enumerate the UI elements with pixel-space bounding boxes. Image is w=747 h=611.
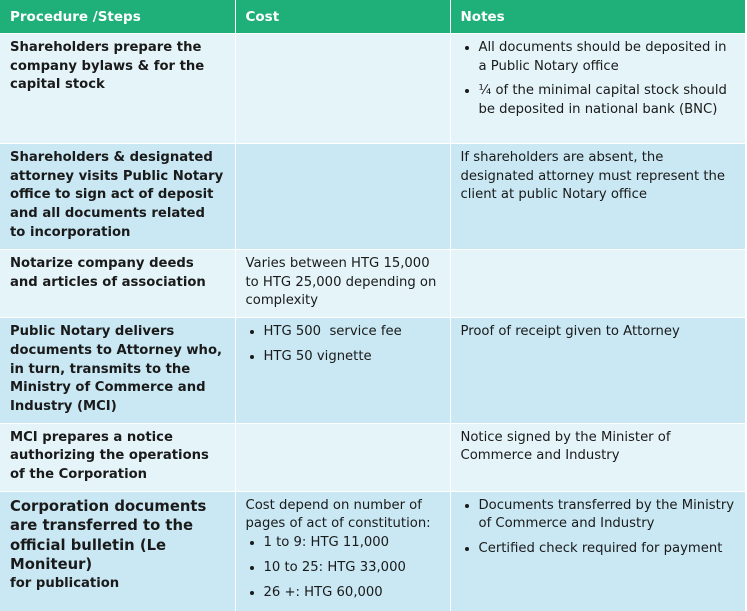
step-cell: MCI prepares a notice authorizing the operations of the Corporation [0,423,235,491]
notes-cell [450,34,745,144]
table-row [0,144,745,250]
step-cell [0,491,235,611]
list-item: • 26 +: HTG 60,000 [264,584,440,603]
table-row [0,423,745,491]
notes-cell: Notice signed by the Minister of Commerce and Industry [450,423,745,491]
notes-cell [450,250,745,318]
list-item: • HTG 50 vignette [264,348,440,367]
header-procedure: Procedure /Steps [0,0,235,34]
step-cell: Shareholders prepare the company bylaws & for the capital stock [0,34,235,144]
table-row [0,34,745,144]
list-item: • Certified check required for payment [479,540,735,559]
notes-cell: If shareholders are absent, the designated attorney must represent the client at public Notary office [450,144,745,250]
cost-list [246,323,440,366]
list-item: • Documents transferred by the Ministry of Commerce and Industry [479,497,735,534]
notes-cell [450,491,745,611]
list-item: • ¼ of the minimal capital stock should be deposited in national bank (BNC) [479,82,735,119]
step-sub-text: for publication [10,575,120,591]
list-item: • All documents should be deposited in a Public Notary office [479,39,735,76]
step-main-text: Corporation documents are transferred to the official bulletin (Le Moniteur) [10,497,207,574]
list-item: • 10 to 25: HTG 33,000 [264,559,440,578]
table-row [0,318,745,424]
step-cell: Notarize company deeds and articles of association [0,250,235,318]
cost-cell [235,34,450,144]
notes-list [461,39,735,120]
cost-list [246,534,440,602]
cost-cell [235,318,450,424]
step-cell: Public Notary delivers documents to Attorney who, in turn, transmits to the Ministry of Commerce and Industry (MCI) [0,318,235,424]
cost-cell [235,423,450,491]
table-row [0,250,745,318]
cost-cell [235,491,450,611]
header-notes: Notes [450,0,745,34]
cost-cell [235,144,450,250]
header-cost: Cost [235,0,450,34]
step-cell: Shareholders & designated attorney visits Public Notary office to sign act of deposit and all documents related to incorporation [0,144,235,250]
table-row [0,491,745,611]
list-item: • HTG 500 service fee [264,323,440,342]
notes-cell: Proof of receipt given to Attorney [450,318,745,424]
notes-list [461,497,735,559]
cost-text: Cost depend on number of pages of act of constitution: [245,497,431,532]
cost-cell: Varies between HTG 15,000 to HTG 25,000 depending on complexity [235,250,450,318]
header-row [0,0,745,34]
list-item: • 1 to 9: HTG 11,000 [264,534,440,553]
